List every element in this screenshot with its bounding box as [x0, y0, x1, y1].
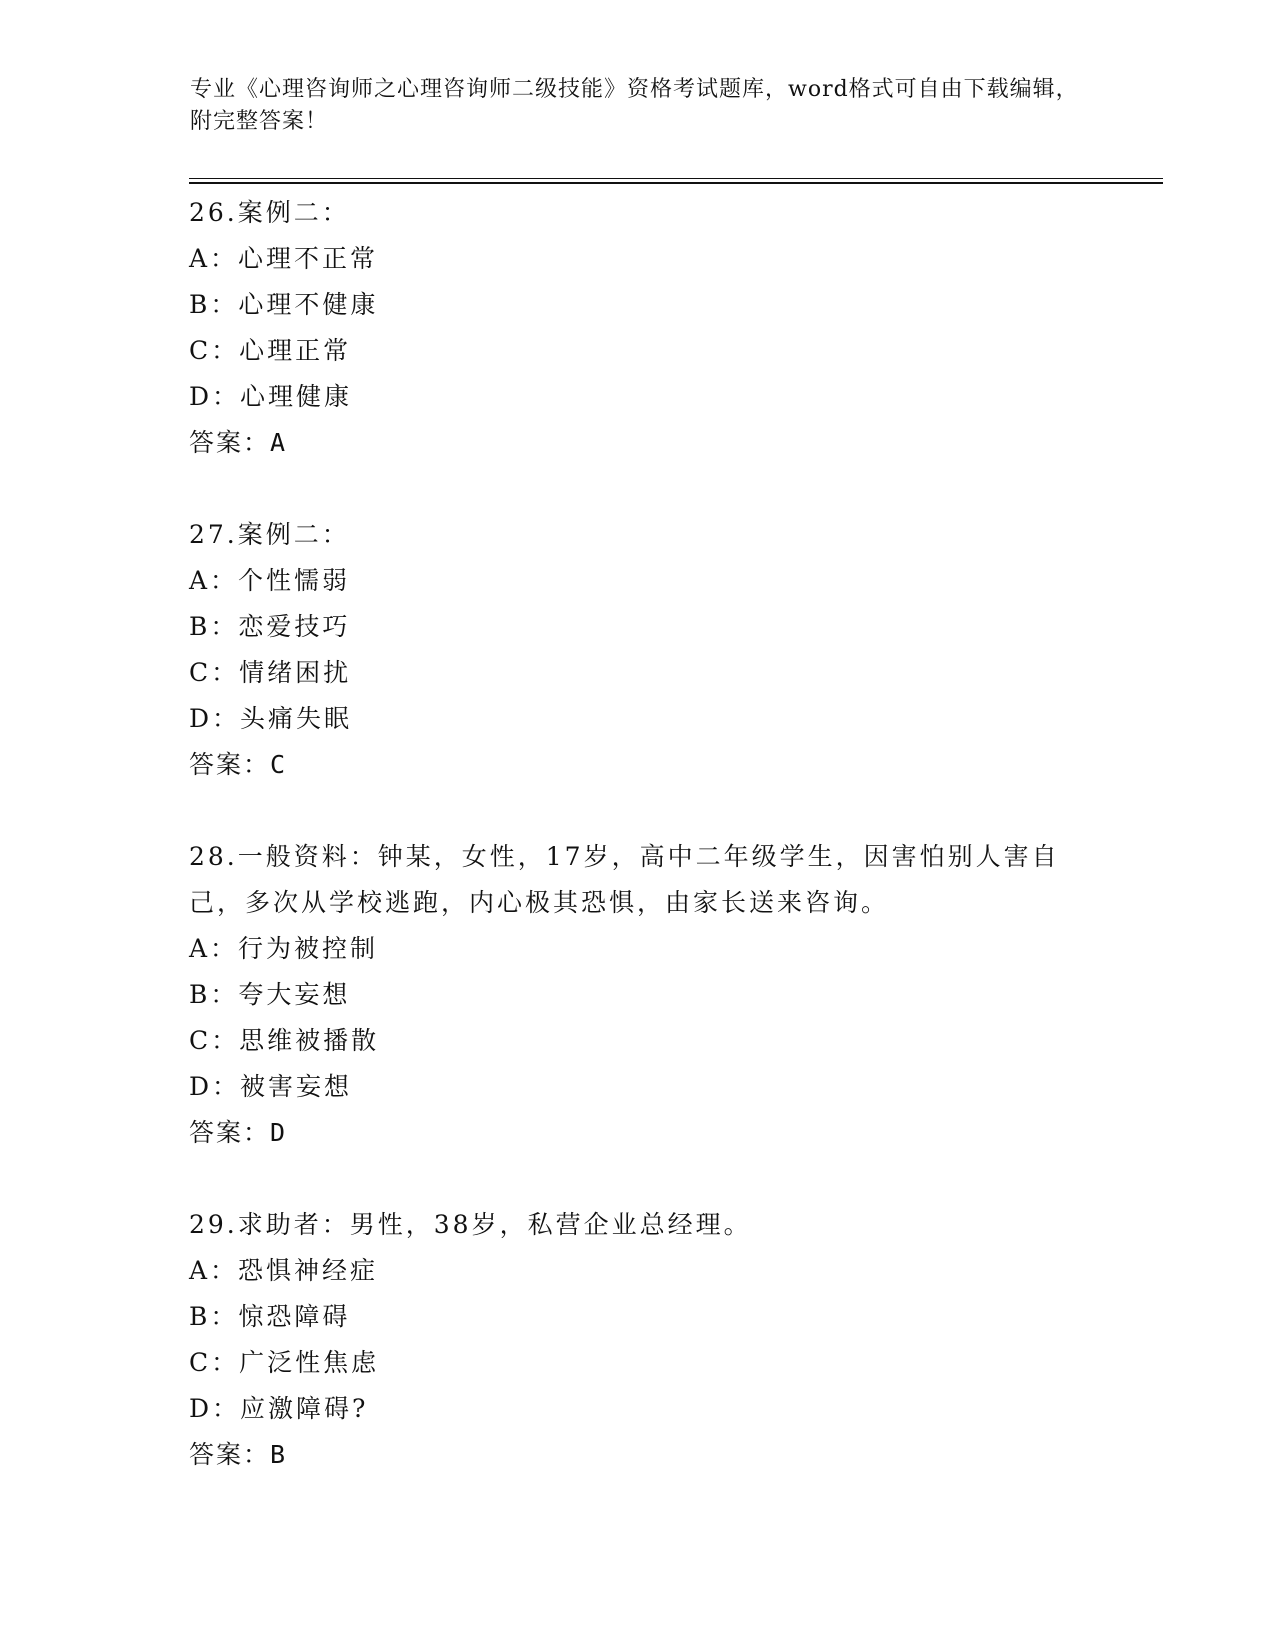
option-b: B：心理不健康: [189, 290, 379, 319]
option-a: A：恐惧神经症: [189, 1256, 379, 1285]
option-d: D：心理健康: [189, 382, 353, 411]
answer-label: 答案：: [189, 1118, 271, 1147]
option-c: C：思维被播散: [189, 1026, 380, 1055]
answer-value: C: [270, 750, 288, 779]
question-27: [189, 512, 1089, 788]
option-c: C：心理正常: [189, 336, 352, 365]
option-d: D：头痛失眠: [189, 704, 353, 733]
option-c: C：广泛性焦虑: [189, 1348, 380, 1377]
answer-value: B: [270, 1440, 288, 1469]
answer-line: [189, 1110, 1089, 1156]
document-header: 专业《心理咨询师之心理咨询师二级技能》资格考试题库，word格式可自由下载编辑，附完整答案！: [190, 77, 1079, 134]
question-28: [189, 834, 1089, 1156]
question-stem: 28.一般资料：钟某，女性，17岁，高中二年级学生，因害怕别人害自己，多次从学校逃跑，内心极其恐惧，由家长送来咨询。: [189, 842, 1060, 917]
answer-line: [189, 742, 1089, 788]
answer-value: D: [270, 1118, 288, 1147]
answer-line: [189, 1432, 1089, 1478]
question-stem: 27.案例二：: [189, 520, 350, 549]
question-26: [189, 190, 1089, 466]
answer-label: 答案：: [189, 750, 271, 779]
option-d: D：被害妄想: [189, 1072, 353, 1101]
option-b: B：夸大妄想: [189, 980, 351, 1009]
option-a: A：个性懦弱: [189, 566, 351, 595]
question-stem: 29.求助者：男性，38岁，私营企业总经理。: [189, 1210, 752, 1239]
option-b: B：惊恐障碍: [189, 1302, 351, 1331]
header-divider-thin: [189, 178, 1163, 179]
option-d: D：应激障碍?: [189, 1394, 369, 1423]
question-29: [189, 1202, 1089, 1478]
option-a: A：心理不正常: [189, 244, 379, 273]
answer-line: [189, 420, 1089, 466]
answer-label: 答案：: [189, 1440, 271, 1469]
question-list: [189, 190, 1089, 1524]
option-c: C：情绪困扰: [189, 658, 352, 687]
option-b: B：恋爱技巧: [189, 612, 351, 641]
header-divider-thick: [189, 182, 1163, 184]
answer-value: A: [270, 428, 288, 457]
question-stem: 26.案例二：: [189, 198, 350, 227]
answer-label: 答案：: [189, 428, 271, 457]
option-a: A：行为被控制: [189, 934, 379, 963]
